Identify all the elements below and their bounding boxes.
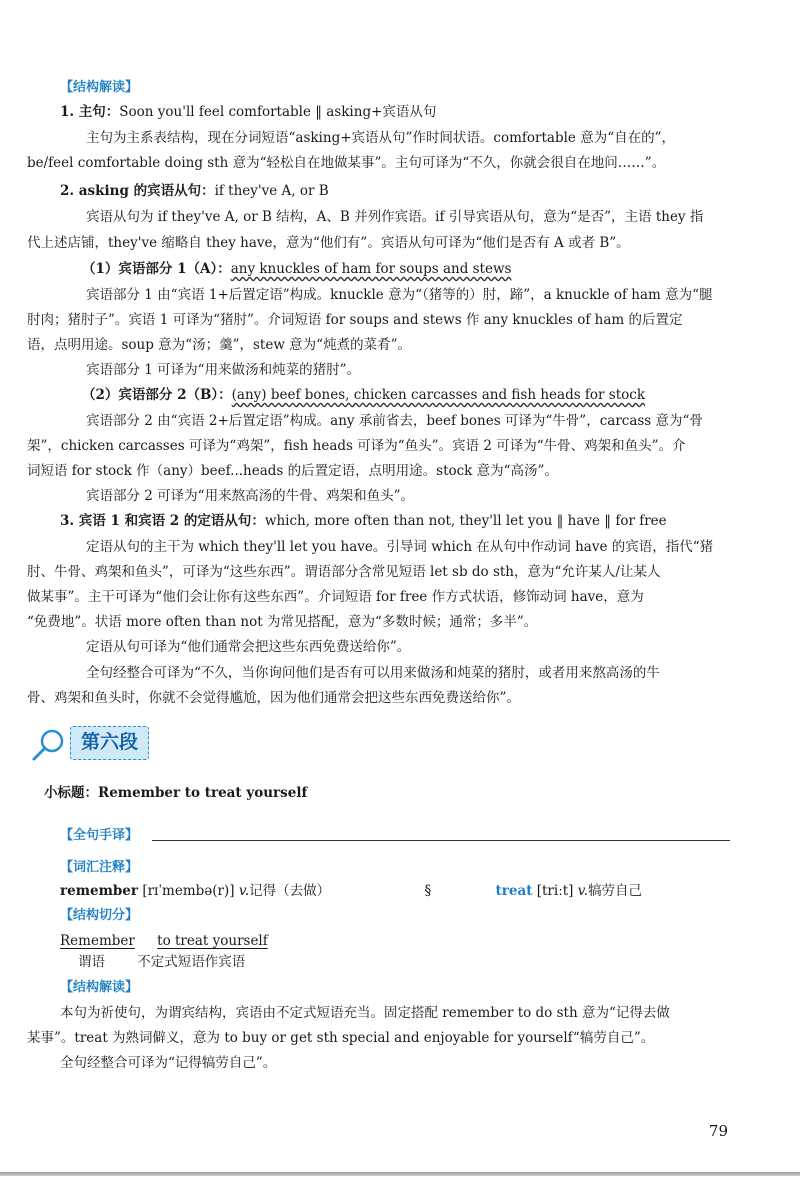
paragraph-line: 宾语部分 2 可译为“用来熬高汤的牛骨、鸡架和鱼头”。	[86, 488, 414, 504]
paragraph-line: 词短语 for stock 作（any）beef...heads 的后置定语，点明用途。stock 意为“高汤”。	[27, 463, 558, 479]
paragraph-line: 宾语从句为 if they've A, or B 结构，A、B 并列作宾语。if 引导宾语从句，意为“是否”，主语 they 指	[86, 209, 704, 225]
vocab-definition: 犒劳自己	[588, 883, 643, 899]
paragraph-line: 主句为主系表结构，现在分词短语“asking+宾语从句”作时间状语。comfortable 意为“自在的”，	[86, 130, 676, 146]
heading-number: （1）宾语部分 1（A）：	[82, 261, 231, 277]
split-roles	[78, 951, 768, 973]
heading-text: which, more often than not, they'll let you ‖ have ‖ for free	[264, 513, 667, 529]
paragraph-line: 本句为祈使句，为谓宾结构，宾语由不定式短语充当。固定搭配 remember to do sth 意为“记得去做	[60, 1005, 670, 1021]
magnifier-icon	[30, 726, 68, 764]
heading-text: if they've A, or B	[214, 183, 329, 199]
section-title: 第六段	[70, 726, 149, 760]
object-part2-heading	[82, 384, 772, 406]
heading-text: (any) beef bones, chicken carcasses and fish heads for stock	[231, 387, 646, 403]
paragraph-line: 架”，chicken carcasses 可译为“鸡架”，fish heads 可译为“鱼头”。宾语 2 可译为“牛骨、鸡架和鱼头”。介	[27, 438, 686, 454]
paragraph-line: 代上述店铺，they've 缩略自 they have，意为“他们有”。宾语从句可译为“他们是否有 A 或者 B”。	[27, 235, 630, 251]
paragraph-line: be/feel comfortable doing sth 意为“轻松自在地做某事”。主句可译为“不久，你就会很自在地问……”。	[27, 155, 666, 171]
vocab-pos: v.	[577, 883, 589, 899]
vocab-pos: v.	[238, 883, 250, 899]
object-clause-heading	[60, 180, 750, 202]
heading-number: （2）宾语部分 2（B）：	[82, 387, 232, 403]
page-number: 79	[708, 1122, 728, 1140]
paragraph-line: 定语从句可译为“他们通常会把这些东西免费送给你”。	[86, 639, 411, 655]
paragraph-line: 宾语部分 1 可译为“用来做汤和炖菜的猪肘”。	[86, 362, 360, 378]
paragraph-line: 全句经整合可译为“不久，当你询问他们是否有可以用来做汤和炖菜的猪肘，或者用来熬高汤的牛	[86, 665, 660, 681]
vocab-word: remember	[60, 883, 139, 899]
subtitle-line	[44, 782, 734, 804]
paragraph-line: 全句经整合可译为“记得犒劳自己”。	[60, 1055, 277, 1071]
vocab-phonetic: [rɪˈmembə(r)]	[142, 883, 235, 899]
translation-blank-line	[152, 840, 730, 841]
page-bottom-edge	[0, 1172, 800, 1176]
subtitle-text: Remember to treat yourself	[98, 785, 308, 801]
vocab-phonetic: [triːt]	[536, 883, 574, 899]
structure-split-label: 【结构切分】	[60, 907, 139, 922]
vocab-entries	[60, 880, 750, 902]
heading-number: 3. 宾语 1 和宾语 2 的定语从句：	[60, 513, 265, 529]
heading-text: Soon you'll feel comfortable ‖ asking+宾语从句	[119, 104, 437, 120]
split-parts	[60, 930, 750, 952]
split-predicate: Remember	[60, 933, 135, 949]
vocab-label: 【词汇注释】	[60, 859, 139, 874]
vocab-definition: 记得（去做）	[249, 883, 331, 899]
object-part1-heading	[82, 258, 772, 280]
role-predicate: 谓语	[78, 954, 105, 970]
structure-analysis-label: 【结构解读】	[60, 79, 139, 94]
heading-number: 1. 主句：	[60, 104, 120, 120]
paragraph-line: 做某事”。主干可译为“他们会让你有这些东西”。介词短语 for free 作方式状语，修饰动词 have，意为	[27, 589, 644, 605]
attributive-clause-heading	[60, 510, 750, 532]
split-object: to treat yourself	[157, 933, 268, 949]
paragraph-line: 骨、鸡架和鱼头时，你就不会觉得尴尬，因为他们通常会把这些东西免费送给你”。	[27, 690, 520, 706]
vocab-word: treat	[495, 883, 533, 899]
separator-symbol: §	[424, 883, 432, 899]
paragraph-line: 语，点明用途。soup 意为“汤；羹”，stew 意为“炖煮的菜肴”。	[27, 337, 411, 353]
subtitle-label: 小标题：	[44, 785, 98, 800]
heading-number: 2. asking 的宾语从句：	[60, 183, 215, 199]
structure-analysis-label-2: 【结构解读】	[60, 979, 139, 994]
paragraph-line: 定语从句的主干为 which they'll let you have。引导词 which 在从句中作动词 have 的宾语，指代“猪	[86, 539, 714, 555]
paragraph-line: 宾语部分 1 由“宾语 1+后置定语”构成。knuckle 意为“（猪等的）肘，蹄”，a knuckle of ham 意为“腿	[86, 287, 713, 303]
section-heading	[30, 722, 230, 766]
paragraph-line: “免费地”。状语 more often than not 为常见搭配，意为“多数时候；通常；多半”。	[27, 614, 538, 630]
paragraph-line: 肘肉；猪肘子”。宾语 1 可译为“猪肘”。介词短语 for soups and stews 作 any knuckles of ham 的后置定	[27, 312, 683, 328]
paragraph-line: 某事”。treat 为熟词僻义，意为 to buy or get sth special and enjoyable for yourself“犒劳自己”。	[27, 1030, 655, 1046]
paragraph-line: 宾语部分 2 由“宾语 2+后置定语”构成。any 承前省去，beef bones 可译为“牛骨”，carcass 意为“骨	[86, 413, 703, 429]
full-translation-label: 【全句手译】	[60, 827, 139, 842]
role-object: 不定式短语作宾语	[137, 954, 246, 970]
paragraph-line: 肘、牛骨、鸡架和鱼头”，可译为“这些东西”。谓语部分含常见短语 let sb do sth，意为“允许某人/让某人	[27, 564, 661, 580]
main-clause-heading	[60, 101, 750, 123]
heading-text: any knuckles of ham for soups and stews	[230, 261, 512, 277]
